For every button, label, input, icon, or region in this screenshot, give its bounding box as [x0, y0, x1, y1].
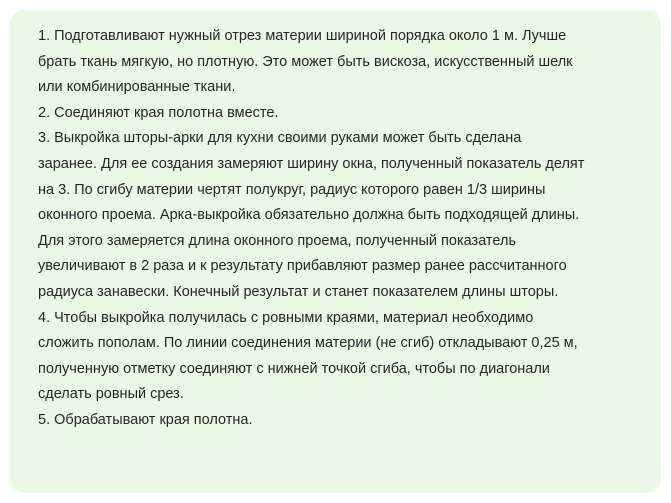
text-line: 2. Соединяют края полотна вместе. [38, 104, 279, 121]
text-line: 1. Подготавливают нужный отрез материи шириной порядка около 1 м. Лучше [38, 28, 567, 44]
text-line: брать ткань мягкую, но плотную. Это может быть вискоза, искусственный шелк [38, 53, 573, 70]
text-line: полученную отметку соединяют с нижней точкой сгиба, чтобы по диагонали [38, 360, 550, 377]
instructions-card [10, 10, 661, 493]
text-line: 5. Обрабатывают края полотна. [38, 411, 253, 428]
text-line: на 3. По сгибу материи чертят полукруг, радиус которого равен 1/3 ширины [38, 181, 546, 198]
text-line: 4. Чтобы выкройка получилась с ровными краями, материал необходимо [38, 309, 534, 326]
text-line: 3. Выкройка шторы-арки для кухни своими руками может быть сделана [38, 130, 522, 147]
text-line: оконного проема. Арка-выкройка обязательно должна быть подходящей длины. [38, 207, 580, 224]
text-line: или комбинированные ткани. [38, 79, 236, 96]
text-line: заранее. Для ее создания замеряют ширину окна, полученный показатель делят [38, 155, 585, 172]
text-line: сложить пополам. По линии соединения материи (не сгиб) откладывают 0,25 м, [38, 335, 578, 352]
text-line: радиуса занавески. Конечный результат и станет показателем длины шторы. [38, 283, 559, 300]
text-line: сделать ровный срез. [38, 386, 184, 403]
text-line: увеличивают в 2 раза и к результату прибавляют размер ранее рассчитанного [38, 258, 567, 275]
text-line: Для этого замеряется длина оконного проема, полученный показатель [38, 232, 517, 249]
